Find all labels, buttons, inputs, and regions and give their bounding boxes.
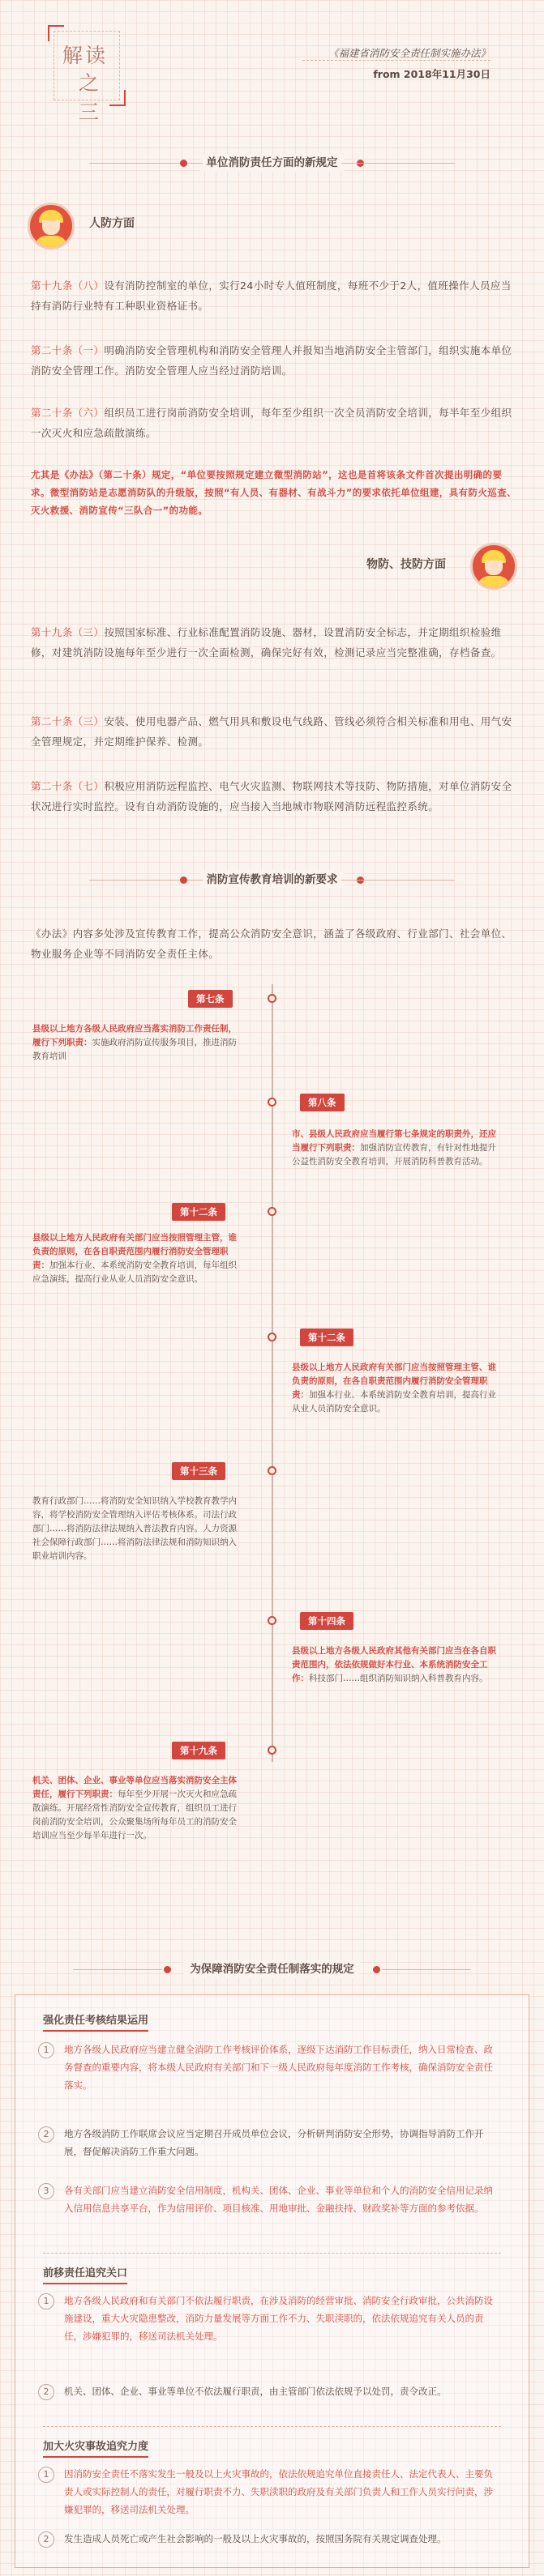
timeline-node: [268, 1466, 276, 1475]
timeline-tag-article-14: 第十四条: [300, 1612, 353, 1630]
section-1-heading: 单位消防责任方面的新规定: [0, 154, 544, 172]
tech-para-1: 第十九条（三）按照国家标准、行业标准配置消防设施、器材，设置消防安全标志，并定期组织检验维修，对建筑消防设施每年至少进行一次全面检测，确保完好有效，检测记录应当完整准确，存档备查。: [31, 626, 502, 659]
timeline-tag-article-12b: 第十二条: [300, 1329, 353, 1346]
timeline-node: [268, 1207, 276, 1216]
page-header: [0, 0, 544, 130]
accountability-panel: [15, 1994, 529, 2568]
fireman-icon: [28, 203, 75, 249]
accountability-item-2: 2 机关、团体、企业、事业等单位不依法履行职责，由主管部门依法依规予以处罚，责令改正。: [64, 2382, 496, 2400]
title-stamp: [54, 31, 120, 124]
group-title-accountability: 前移责任追究关口: [43, 2264, 127, 2284]
accident-item-2: 2 发生造成人员死亡或产生社会影响的一般及以上火灾事故的，按照国务院有关规定调查处理。: [64, 2530, 496, 2548]
tech-defense-title: 物防、技防方面: [366, 558, 446, 571]
civil-para-1: 第十九条（八）设有消防控制室的单位，实行24小时专人值班制度，每班不少于2人，值班操作人员应当持有消防行业特有工种职业资格证书。: [31, 279, 512, 312]
timeline-tag-article-19: 第十九条: [172, 1742, 225, 1759]
timeline-node: [268, 1616, 276, 1625]
timeline-text-article-19: 机关、团体、企业、事业等单位应当落实消防安全主体责任，履行下列职责：每年至少开展一次灭火和应急疏散演练。开展经常性消防安全宣传教育，组织员工进行岗前消防安全培训，公众聚集场所每年员工的消防安全培训应当至少每半年进行一次。: [32, 1776, 237, 1840]
tech-para-3: 第二十条（七）积极应用消防远程监控、电气火灾监测、物联网技术等技防、物防措施，对单位消防安全状况进行实时监控。设有自动消防设施的，应当接入当地城市物联网消防远程监控系统。: [31, 780, 512, 812]
stamp-line-1: 解读: [62, 44, 109, 67]
timeline-text-article-12b: 县级以上地方人民政府有关部门应当按照管理主管、谁负责的原则，在各自职责范围内履行消防安全管理职责：加强本行业、本系统消防安全教育培训，提高行业从业人员消防安全意识。: [292, 1363, 496, 1414]
accident-item-1: 1 因消防安全责任不落实发生一般及以上火灾事故的，依法依规追究单位直接责任人、法定代表人、主要负责人或实际控制人的责任，对履行职责不力、失职渎职的政府及有关部门负责人和工作人员实行问责，涉嫌犯罪的，移送司法机关处理。: [64, 2465, 496, 2518]
fireman-icon: [470, 543, 517, 590]
document-title: 《福建省消防安全责任制实施办法》: [328, 47, 490, 59]
accountability-item-1: 1 地方各级人民政府和有关部门不依法履行职责，在涉及消防的经营审批、消防安全行政审批，公共消防设施建设，重大火灾隐患整改，消防力量发展等方面工作不力、失职渎职的，依法依规追究有关人员的责任，涉嫌犯罪的，移送司法机关处理。: [64, 2292, 496, 2345]
timeline-text-article-7: 县级以上地方各级人民政府应当落实消防工作责任制，履行下列职责：实施政府消防宣传服务项目，推进消防教育培训: [32, 1024, 237, 1061]
timeline-tag-article-13: 第十三条: [172, 1462, 225, 1480]
section-2-intro: 《办法》内容多处涉及宣传教育工作，提高公众消防安全意识，涵盖了各级政府、行业部门、社会单位、物业服务企业等不同消防安全责任主体。: [31, 928, 512, 960]
civil-para-2: 第二十条（一）明确消防安全管理机构和消防安全管理人并报知当地消防安全主管部门，组织实施本单位消防安全管理工作。消防安全管理人应当经过消防培训。: [31, 344, 512, 377]
tech-para-2: 第二十条（三）安装、使用电器产品、燃气用具和敷设电气线路、管线必须符合相关标准和用电、用气安全管理规定，并定期维护保养、检测。: [31, 715, 512, 748]
timeline-node: [268, 1333, 276, 1341]
timeline-text-article-8: 市、县级人民政府应当履行第七条规定的职责外，还应当履行下列职责：加强消防宣传教育，有针对性地提升公益性消防安全教育培训，开展消防科普教育活动。: [292, 1129, 496, 1166]
civil-defense-title: 人防方面: [89, 217, 135, 230]
micro-fire-station-note: 尤其是《办法》（第二十条）规定，“单位要按照规定建立微型消防站”，这也是首将该条文件首次提出明确的要求。微型消防站是志愿消防队的升级版，按照“有人员、有器材、有战斗力”的要求依托单位组建，具有防火巡查、灭火救援、消防宣传“三队合一”的功能。: [31, 469, 517, 516]
section-3-heading: 为保障消防安全责任制落实的规定: [0, 1960, 544, 1978]
group-title-accident: 加大火灾事故追究力度: [43, 2437, 148, 2458]
timeline-text-article-13: 教育行政部门……将消防安全知识纳入学校教育教学内容，将学校消防安全管理纳入评估考核体系。司法行政部门……将消防法律法规纳入普法教育内容。人力资源社会保障行政部门……将消防法律法规和消防知识纳入职业培训内容。: [32, 1496, 237, 1561]
document-date: from 2018年11月30日: [373, 68, 490, 80]
timeline-tag-article-8: 第八条: [300, 1094, 345, 1111]
section-2-heading: 消防宣传教育培训的新要求: [0, 871, 544, 889]
timeline-text-article-12a: 县级以上地方人民政府有关部门应当按照管理主管，谁负责的原则，在各自职责范围内履行消防安全管理职责：加强本行业、本系统消防安全教育培训，每年组织应急演练，提高行业从业人员消防安全意识。: [32, 1233, 237, 1284]
timeline-node: [268, 994, 276, 1003]
group-title-assessment: 强化责任考核结果运用: [43, 2011, 148, 2032]
assessment-item-3: 3 各有关部门应当建立消防安全信用制度，机构关、团体、企业、事业等单位和个人的消防安全信用记录纳入信用信息共享平台，作为信用评价、项目核准、用地审批、金融扶持、财政奖补等方面的参考依据。: [64, 2181, 496, 2217]
timeline-node: [268, 1098, 276, 1107]
civil-para-3: 第二十条（六）组织员工进行岗前消防安全培训，每年至少组织一次全员消防安全培训，每半年至少组织一次灭火和应急疏散演练。: [31, 407, 512, 439]
timeline-node: [268, 1746, 276, 1755]
timeline-text-article-14: 县级以上地方各级人民政府其他有关部门应当在各自职责范围内，依法依规做好本行业、本系统消防安全工作：科技部门……组织消防知识纳入科普教育内容。: [292, 1646, 496, 1683]
assessment-item-1: 1 地方各级人民政府应当建立健全消防工作考核评价体系，逐级下达消防工作目标责任，纳入日常检查、政务督查的重要内容，将本级人民政府有关部门和下一级人民政府每年度消防工作考核，确保消防安全责任落实。: [64, 2041, 496, 2094]
assessment-item-2: 2 地方各级消防工作联席会议应当定期召开成员单位会议，分析研判消防安全形势，协调指导消防工作开展，督促解决消防工作重大问题。: [64, 2125, 496, 2160]
timeline-tag-article-12a: 第十二条: [172, 1203, 225, 1221]
header-rule: [302, 60, 490, 61]
timeline-tag-article-7: 第七条: [188, 990, 233, 1008]
stamp-line-2: 之三: [79, 71, 102, 124]
